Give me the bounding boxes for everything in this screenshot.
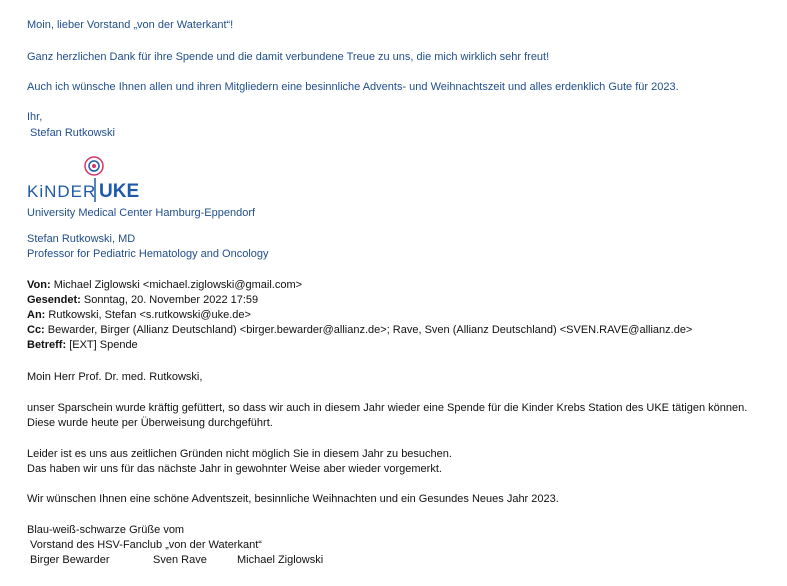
reply-name: Stefan Rutkowski	[30, 127, 115, 139]
original-club: Vorstand des HSV-Fanclub „von der Waterkant“	[30, 539, 262, 551]
reply-greeting: Moin, lieber Vorstand „von der Waterkant“!	[27, 19, 234, 31]
from-label: Von:	[27, 279, 51, 291]
header-subject	[27, 338, 138, 352]
sent-value: Sonntag, 20. November 2022 17:59	[83, 294, 259, 306]
original-p3: Wir wünschen Ihnen eine schöne Adventszeit, besinnliche Weihnachten und ein Gesundes Neues Jahr 2023.	[27, 493, 559, 505]
signatory-names	[30, 553, 323, 567]
signatory-1: Birger Bewarder	[30, 554, 110, 566]
logo-uke-text: UKE	[99, 181, 140, 202]
reply-wishes: Auch ich wünsche Ihnen allen und ihren Mitgliedern eine besinnliche Advents- und Weihnachtszeit und alles erdenklich Gute für 2023.	[27, 81, 679, 93]
cc-label: Cc:	[27, 324, 45, 336]
kinder-uke-logo	[27, 152, 157, 204]
signatory-3: Michael Ziglowski	[237, 554, 324, 566]
reply-thanks: Ganz herzlichen Dank für ihre Spende und die damit verbundene Treue zu uns, die mich wirklich sehr freut!	[27, 51, 550, 63]
signature-institution: University Medical Center Hamburg-Eppendorf	[27, 207, 256, 219]
original-p1-line2: Diese wurde heute per Überweisung durchgeführt.	[27, 417, 273, 429]
original-p2-line2: Das haben wir uns für das nächste Jahr in gewohnter Weise aber wieder vorgemerkt.	[27, 463, 442, 475]
reply-closing: Ihr,	[27, 111, 43, 123]
signature-person: Stefan Rutkowski, MD	[27, 233, 136, 245]
signature-role: Professor for Pediatric Hematology and Oncology	[27, 248, 269, 260]
header-from	[27, 278, 302, 292]
to-label: An:	[27, 309, 46, 321]
subject-label: Betreff:	[27, 339, 67, 351]
header-cc	[27, 323, 692, 337]
original-regards: Blau-weiß-schwarze Grüße vom	[27, 524, 185, 536]
header-sent	[27, 293, 258, 307]
header-to	[27, 308, 251, 322]
original-p2-line1: Leider ist es uns aus zeitlichen Gründen nicht möglich Sie in diesem Jahr zu besuchen.	[27, 448, 452, 460]
signatory-2: Sven Rave	[153, 554, 207, 566]
logo-kinder-text: KiNDER	[27, 182, 97, 201]
original-salutation: Moin Herr Prof. Dr. med. Rutkowski,	[27, 371, 203, 383]
to-value: Rutkowski, Stefan <s.rutkowski@uke.de>	[48, 309, 251, 321]
subject-value: [EXT] Spende	[69, 339, 138, 351]
cc-value: Bewarder, Birger (Allianz Deutschland) <birger.bewarder@allianz.de>; Rave, Sven (Allianz Deutschland) <SVEN.RAVE@allianz.de>	[47, 324, 693, 336]
sent-label: Gesendet:	[27, 294, 81, 306]
from-value: Michael Ziglowski <michael.ziglowski@gmail.com>	[53, 279, 303, 291]
original-p1-line1: unser Sparschein wurde kräftig gefüttert, so dass wir auch in diesem Jahr wieder eine Spende für die Kinder Krebs Station des UKE tätigen können.	[27, 402, 748, 414]
